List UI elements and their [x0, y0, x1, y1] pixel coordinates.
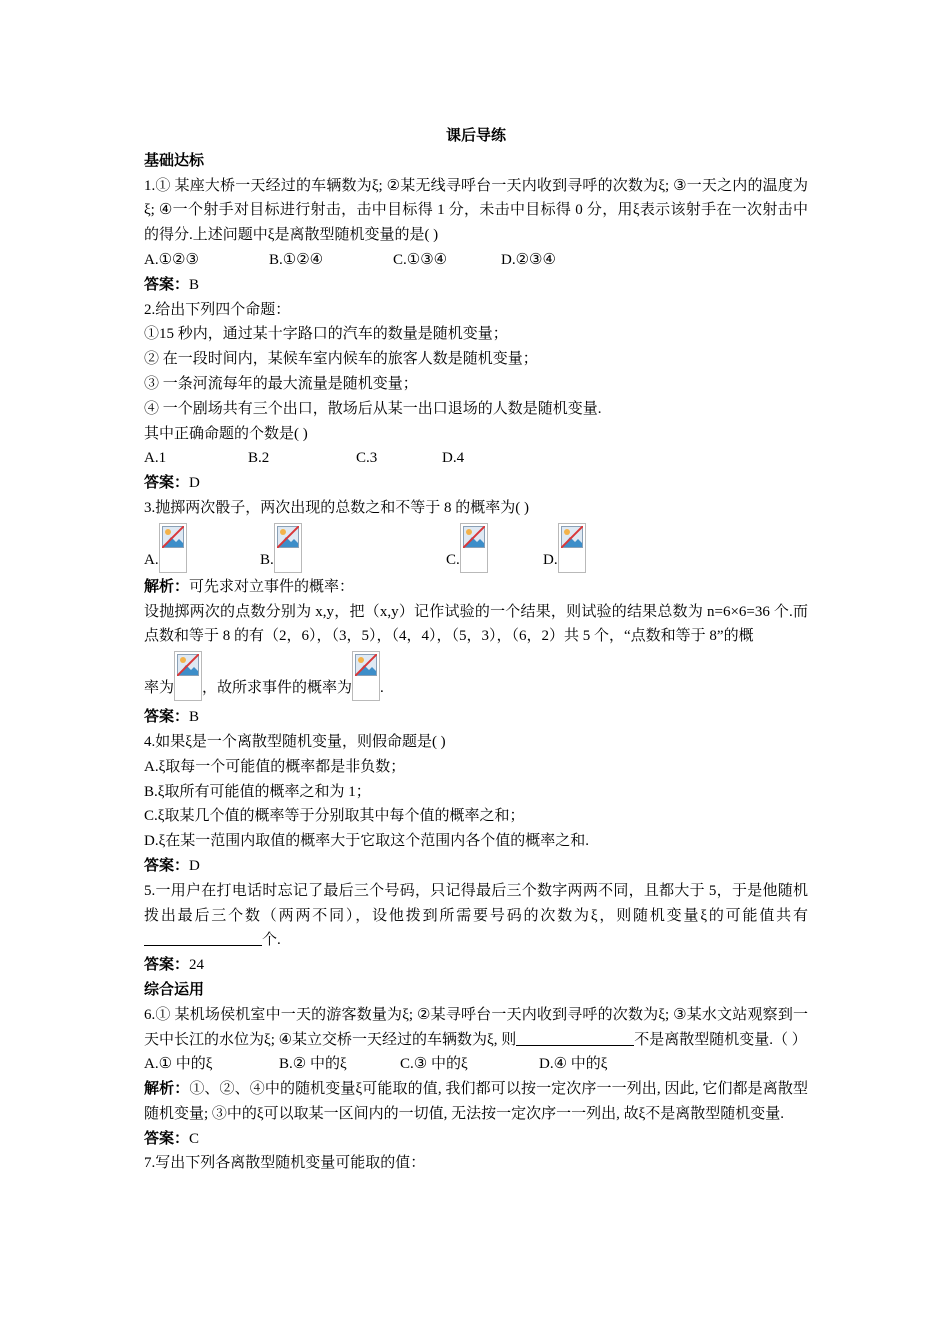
question-4-option: A.ξ取每一个可能值的概率都是非负数； [144, 758, 406, 775]
fill-in-blank [516, 1029, 634, 1046]
answer-label: 答案： [144, 857, 190, 874]
broken-image-icon [352, 651, 380, 701]
question-text: 5.一用户在打电话时忘记了最后三个号码，只记得最后三个数字两两不同，且都大于 5，于是他随机拨出最后三个数（两两不同），设他拨到所需要号码的次数为ξ，则随机变量ξ的可能值共有 [144, 882, 808, 924]
page-title: 课后导练 [445, 128, 506, 144]
question-2-item: ④ 一个剧场共有三个出口，散场后从某一出口退场的人数是随机变量. [144, 400, 602, 417]
question-6-analysis [144, 1077, 808, 1127]
question-3-options [144, 521, 808, 573]
broken-image-icon [558, 523, 586, 573]
answer-value: B [189, 276, 200, 293]
q3-option-d [543, 523, 586, 573]
analysis-label: 解析： [144, 1081, 190, 1098]
question-6-answer [144, 1127, 808, 1152]
question-2-item: ③ 一条河流每年的最大流量是随机变量； [144, 375, 418, 392]
q6-option-c: C.③ 中的ξ [400, 1056, 468, 1073]
question-1-options [144, 248, 808, 273]
q2-option-c: C.3 [356, 450, 378, 467]
question-text: 不是离散型随机变量.（ ） [634, 1031, 807, 1048]
question-text: 6.① 某机场侯机室中一天的游客数量为ξ; ②某寻呼台一天内收到寻呼的次数为ξ; ③某水文站观察到一天中长江的水位为ξ; ④某立交桥一天经过的车辆数为ξ, 则 [144, 1006, 808, 1048]
q2-option-d: D.4 [442, 450, 465, 467]
q3-option-a-label: A. [144, 551, 159, 568]
broken-image-icon [174, 651, 202, 701]
answer-value: B [189, 709, 200, 726]
question-1-text: 1.① 某座大桥一天经过的车辆数为ξ; ②某无线寻呼台一天内收到寻呼的次数为ξ; ③一天之内的温度为ξ; ④一个射手对目标进行射击，击中目标得 1 分，未击中目标得 0 分，用ξ表示该射手在一次射击中的得分.上述问题中ξ是离散型随机变量的是( ) [144, 177, 808, 244]
question-2-item: ①15 秒内，通过某十字路口的汽车的数量是随机变量； [144, 326, 508, 343]
q1-option-d: D.②③④ [501, 251, 556, 268]
question-3-analysis-line-3 [144, 649, 808, 701]
question-3-answer [144, 705, 808, 730]
q3-option-b [260, 523, 446, 573]
question-4-option: C.ξ取某几个值的概率等于分别取其中每个值的概率之和； [144, 808, 525, 825]
answer-label: 答案： [144, 957, 190, 974]
question-2-options [144, 446, 808, 471]
question-2-stem: 2.给出下列四个命题： [144, 301, 291, 318]
broken-image-icon [159, 523, 187, 573]
broken-image-icon [460, 523, 488, 573]
section-heading-comprehensive: 综合运用 [144, 981, 205, 998]
q2-option-b: B.2 [248, 450, 270, 467]
q1-option-a: A.①②③ [144, 251, 199, 268]
question-5-answer [144, 953, 808, 978]
analysis-label: 解析： [144, 578, 190, 595]
question-3-analysis-line-1 [144, 575, 808, 600]
answer-label: 答案： [144, 1130, 190, 1147]
answer-label: 答案： [144, 475, 190, 492]
q2-option-a: A.1 [144, 450, 167, 467]
q6-option-d: D.④ 中的ξ [539, 1056, 608, 1073]
document-page [144, 124, 808, 1176]
answer-label: 答案： [144, 276, 190, 293]
q6-option-a: A.① 中的ξ [144, 1056, 213, 1073]
q1-option-c: C.①③④ [393, 251, 448, 268]
answer-value: 24 [189, 957, 205, 974]
question-4-stem: 4.如果ξ是一个离散型随机变量，则假命题是( ) [144, 733, 446, 750]
question-6-text [144, 1003, 808, 1053]
analysis-text: . [380, 680, 384, 697]
q3-option-c [446, 523, 543, 573]
answer-value: C [189, 1130, 200, 1147]
answer-value: D [189, 475, 200, 492]
fill-in-blank [144, 929, 262, 946]
question-4-answer [144, 854, 808, 879]
question-4-option: D.ξ在某一范围内取值的概率大于它取这个范围内各个值的概率之和. [144, 833, 590, 850]
analysis-text: 可先求对立事件的概率： [189, 578, 355, 595]
q6-option-b: B.② 中的ξ [279, 1056, 347, 1073]
question-7-stem: 7.写出下列各离散型随机变量可能取的值： [144, 1155, 426, 1172]
analysis-text: ，故所求事件的概率为 [202, 680, 353, 697]
section-heading-basic: 基础达标 [144, 152, 205, 169]
q1-option-b: B.①②④ [269, 251, 324, 268]
question-1-answer [144, 273, 808, 298]
question-6-options [144, 1052, 808, 1077]
q3-option-a [144, 523, 260, 573]
question-2-answer [144, 471, 808, 496]
question-2-question: 其中正确命题的个数是( ) [144, 425, 308, 442]
analysis-text: ①、②、④中的随机变量ξ可能取的值, 我们都可以按一定次序一一列出, 因此, 它们都是离散型随机变量; ③中的ξ可以取某一区间内的一切值, 无法按一定次序一一列出, 故ξ不是离散型随机变量. [144, 1081, 808, 1122]
q3-option-c-label: C. [446, 551, 460, 568]
question-5-text [144, 879, 808, 953]
answer-value: D [189, 857, 200, 874]
broken-image-icon [274, 523, 302, 573]
question-text: 个. [262, 932, 281, 949]
question-4-option: B.ξ取所有可能值的概率之和为 1； [144, 783, 371, 800]
analysis-text: 率为 [144, 680, 175, 697]
question-2-item: ② 在一段时间内，某候车室内候车的旅客人数是随机变量； [144, 351, 538, 368]
q3-option-b-label: B. [260, 551, 274, 568]
answer-label: 答案： [144, 709, 190, 726]
q3-option-d-label: D. [543, 551, 558, 568]
question-3-analysis-text: 设抛掷两次的点数分别为 x,y，把（x,y）记作试验的一个结果，则试验的结果总数为 n=6×6=36 个.而点数和等于 8 的有（2，6），（3，5），（4，4），（5，3），（6，2）共 5 个，“点数和等于 8”的概 [144, 603, 808, 645]
question-3-stem: 3.抛掷两次骰子，两次出现的总数之和不等于 8 的概率为( ) [144, 499, 529, 516]
